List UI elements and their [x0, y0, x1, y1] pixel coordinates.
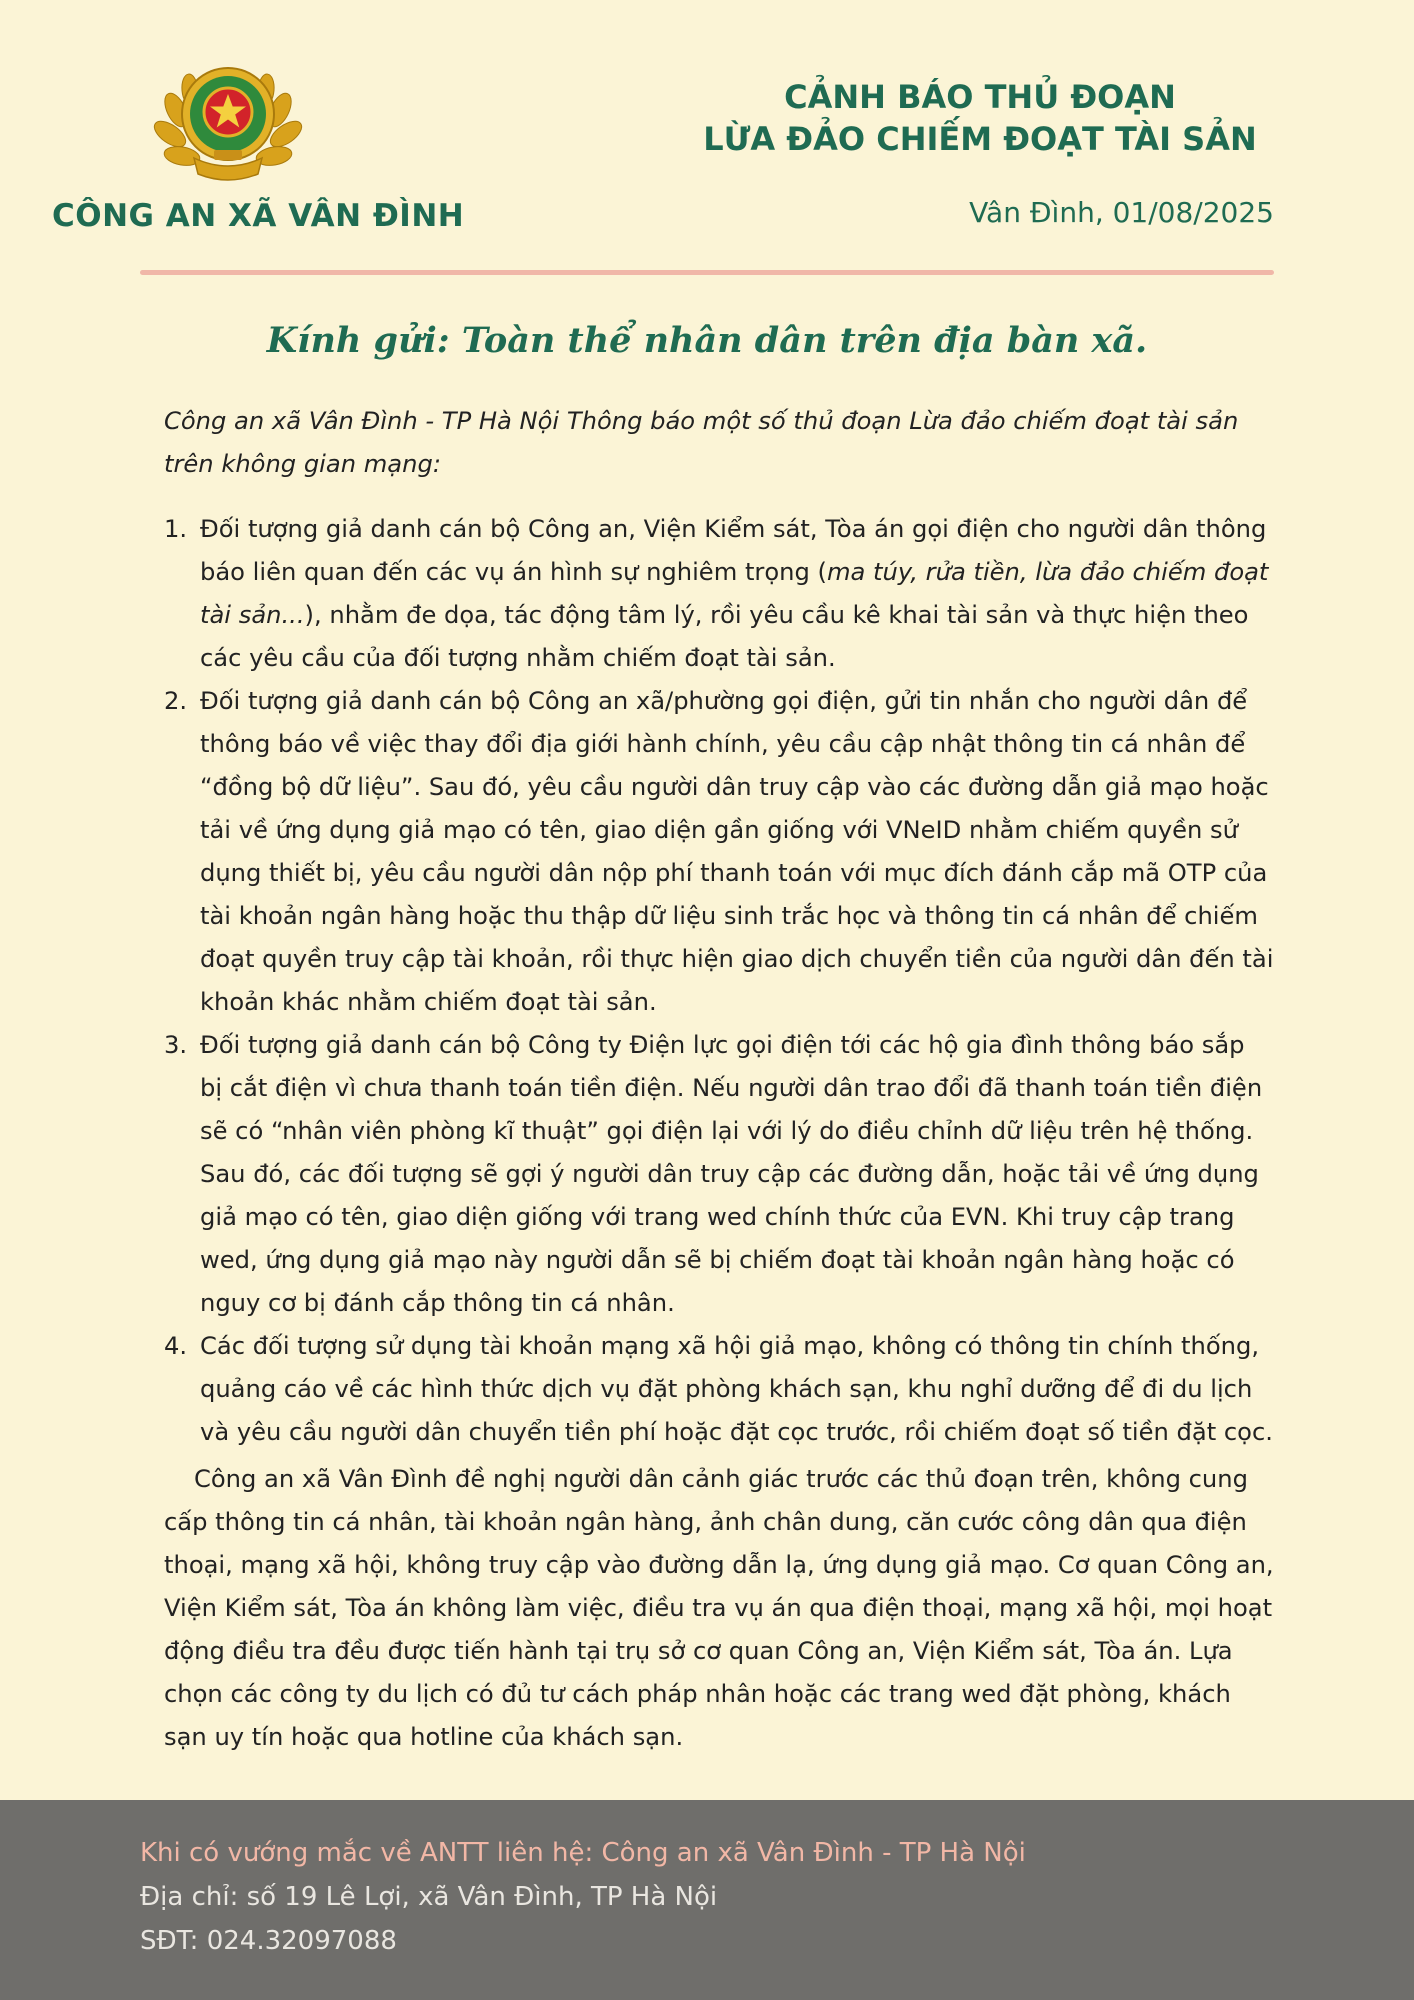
scam-list: [164, 508, 1274, 1454]
list-item: [164, 508, 1274, 680]
intro-paragraph: Công an xã Vân Đình - TP Hà Nội Thông báo một số thủ đoạn Lừa đảo chiếm đoạt tài sản trên không gian mạng:: [164, 407, 1239, 478]
organization-name: CÔNG AN XÃ VÂN ĐÌNH: [52, 198, 465, 234]
footer-phone: SĐT: 024.32097088: [140, 1926, 397, 1956]
list-item-number: 3.: [164, 1031, 188, 1059]
document-title-line-1: CẢNH BÁO THỦ ĐOẠN: [784, 78, 1176, 116]
document-body: [164, 400, 1274, 1759]
list-item-number: 2.: [164, 687, 188, 715]
greeting: Kính gửi: Toàn thể nhân dân trên địa bàn xã.: [266, 320, 1148, 361]
closing-paragraph: Công an xã Vân Đình đề nghị người dân cảnh giác trước các thủ đoạn trên, không cung cấp thông tin cá nhân, tài khoản ngân hàng, ảnh chân dung, căn cước công dân qua điện thoại, mạng xã hội, không truy cập vào đường dẫn lạ, ứng dụng giả mạo. Cơ quan Công an, Viện Kiểm sát, Tòa án không làm việc, điều tra vụ án qua điện thoại, mạng xã hội, mọi hoạt động điều tra đều được tiến hành tại trụ sở cơ quan Công an, Viện Kiểm sát, Tòa án. Lựa chọn các công ty du lịch có đủ tư cách pháp nhân hoặc các trang wed đặt phòng, khách sạn uy tín hoặc qua hotline của khách sạn.: [164, 1465, 1274, 1751]
footer: [0, 1800, 1414, 2000]
list-item: [164, 1024, 1274, 1325]
list-item-number: 1.: [164, 515, 188, 543]
list-item: [164, 680, 1274, 1024]
list-item: [164, 1325, 1274, 1454]
list-item-number: 4.: [164, 1332, 188, 1360]
document-title: [660, 76, 1300, 160]
list-item-text: ), nhằm đe dọa, tác động tâm lý, rồi yêu cầu kê khai tài sản và thực hiện theo các yêu cầu của đối tượng nhằm chiếm đoạt tài sản.: [200, 601, 1249, 672]
footer-contact: Khi có vướng mắc về ANTT liên hệ: Công an xã Vân Đình - TP Hà Nội: [140, 1838, 1026, 1868]
document-title-line-2: LỪA ĐẢO CHIẾM ĐOẠT TÀI SẢN: [703, 120, 1257, 158]
list-item-text: Đối tượng giả danh cán bộ Công ty Điện lực gọi điện tới các hộ gia đình thông báo sắp bị cắt điện vì chưa thanh toán tiền điện. Nếu người dân trao đổi đã thanh toán tiền điện sẽ có “nhân viên phòng kĩ thuật” gọi điện lại với lý do điều chỉnh dữ liệu trên hệ thống. Sau đó, các đối tượng sẽ gợi ý người dân truy cập các đường dẫn, hoặc tải về ứng dụng giả mạo có tên, giao diện giống với trang wed chính thức của EVN. Khi truy cập trang wed, ứng dụng giả mạo này người dẫn sẽ bị chiếm đoạt tài khoản ngân hàng hoặc có nguy cơ bị đánh cắp thông tin cá nhân.: [200, 1031, 1263, 1317]
header-divider: [140, 270, 1274, 275]
list-item-text: Đối tượng giả danh cán bộ Công an, Viện Kiểm sát, Tòa án gọi điện cho người dân thông báo liên quan đến các vụ án hình sự nghiêm trọng (: [200, 515, 1267, 586]
footer-address: Địa chỉ: số 19 Lê Lợi, xã Vân Đình, TP Hà Nội: [140, 1882, 718, 1912]
police-emblem-icon: [148, 52, 308, 192]
list-item-italic-text: ma túy, rửa tiền, lừa đảo chiếm đoạt tài sản...: [200, 558, 1269, 629]
place-date: Vân Đình, 01/08/2025: [969, 196, 1274, 229]
list-item-text: Đối tượng giả danh cán bộ Công an xã/phường gọi điện, gửi tin nhắn cho người dân để thông báo về việc thay đổi địa giới hành chính, yêu cầu cập nhật thông tin cá nhân để “đồng bộ dữ liệu”. Sau đó, yêu cầu người dân truy cập vào các đường dẫn giả mạo hoặc tải về ứng dụng giả mạo có tên, giao diện gần giống với VNeID nhằm chiếm quyền sử dụng thiết bị, yêu cầu người dân nộp phí thanh toán với mục đích đánh cắp mã OTP của tài khoản ngân hàng hoặc thu thập dữ liệu sinh trắc học và thông tin cá nhân để chiếm đoạt quyền truy cập tài khoản, rồi thực hiện giao dịch chuyển tiền của người dân đến tài khoản khác nhằm chiếm đoạt tài sản.: [200, 687, 1274, 1016]
list-item-text: Các đối tượng sử dụng tài khoản mạng xã hội giả mạo, không có thông tin chính thống, quảng cáo về các hình thức dịch vụ đặt phòng khách sạn, khu nghỉ dưỡng để đi du lịch và yêu cầu người dân chuyển tiền phí hoặc đặt cọc trước, rồi chiếm đoạt số tiền đặt cọc.: [200, 1332, 1273, 1446]
